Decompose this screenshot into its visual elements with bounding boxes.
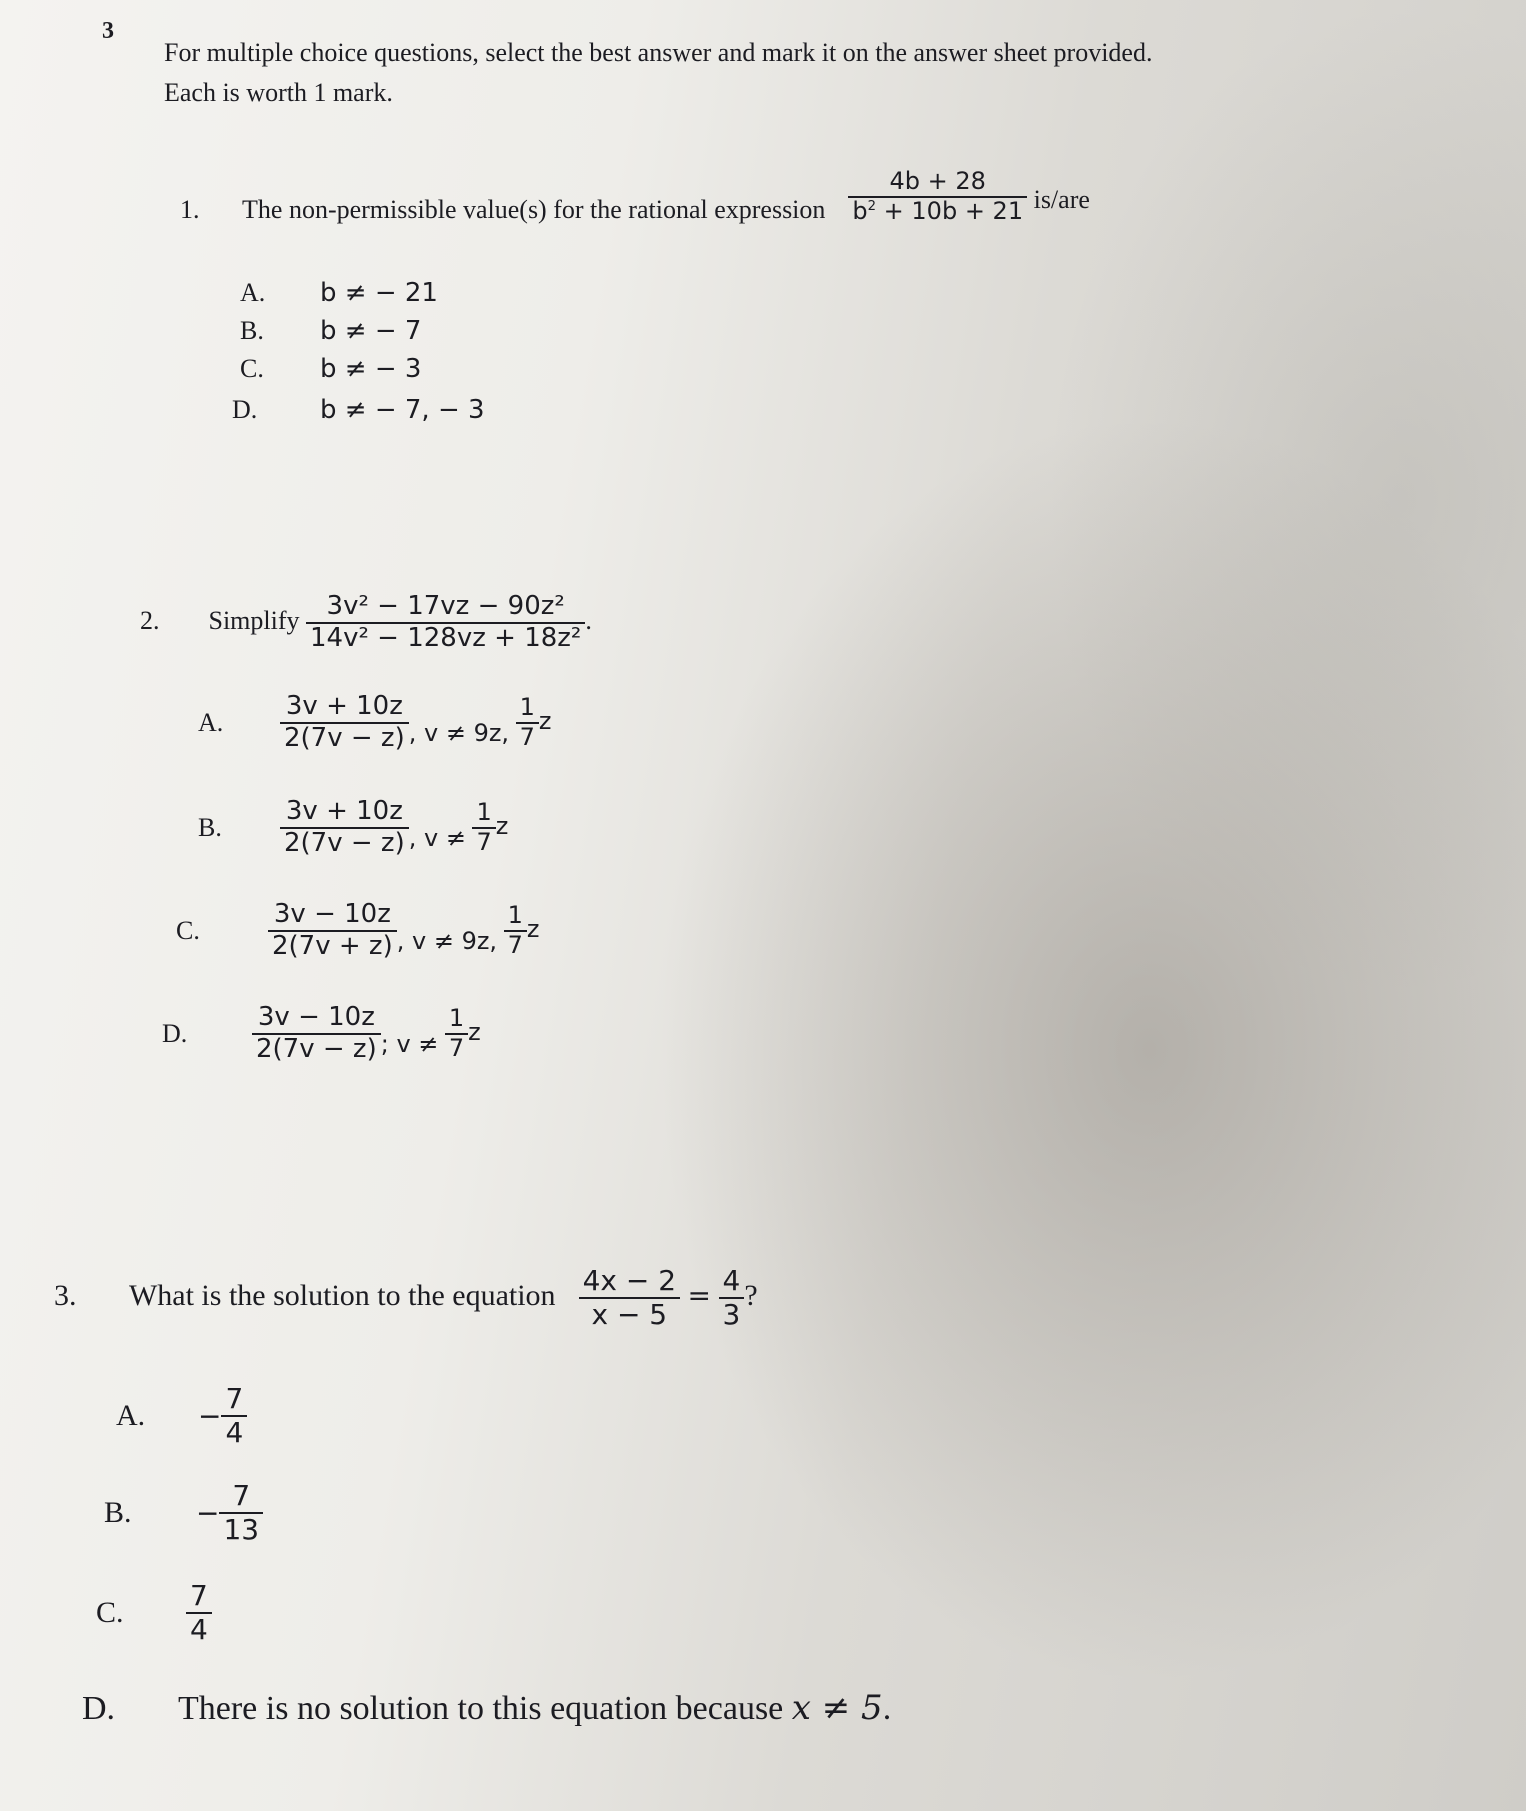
q1-option-c-label: C. [240,354,264,383]
q2-option-c-label: C. [176,915,200,945]
q3-option-b[interactable]: B. − $\frac{7}{13}$ [104,1480,263,1546]
instructions-line1: For multiple choice questions, select the best answer and mark it on the answer sheet provided. [164,38,1153,67]
q3-option-d-text: There is no solution to this equation because [178,1690,784,1727]
question-3-text: What is the solution to the equation [128,1279,556,1313]
q1-option-b-value: b ≠ − 7 [320,316,422,346]
question-3-equals: = [687,1279,711,1313]
q3-option-d[interactable] [82,1688,891,1728]
question-2-text: Simplify [208,605,300,635]
page-number: 3 [102,18,114,44]
q3-option-d-end: . [882,1690,892,1727]
question-3-rhs: $\frac{4}{3}$ [719,1265,745,1331]
question-1 [180,167,1090,226]
q2-option-c-restriction: $\frac{1}{7}$ [504,902,527,959]
question-3-number: 3. [54,1279,77,1313]
question-3 [54,1265,758,1331]
q1-option-b-label: B. [240,316,264,345]
question-2-period: . [585,605,592,635]
q1-option-d-label: D. [232,395,258,424]
q1-option-c-value: b ≠ − 3 [320,354,422,384]
q2-option-a-restriction: $\frac{1}{7}$ [516,694,539,751]
q3-option-c-label: C. [96,1596,124,1630]
q2-option-d-restriction: $\frac{1}{7}$ [445,1005,468,1062]
q2-option-b-fraction: $\frac{3v + 10z}{2(7v - z)}$ [280,797,409,859]
q3-option-a[interactable]: A. − $\frac{7}{4}$ [116,1383,247,1449]
q3-option-d-math: x ≠ 5 [791,1688,883,1728]
question-1-numerator: 4b + 28 [889,167,986,196]
question-2-numerator: 3v² − 17vz − 90z² [326,591,565,621]
question-3-qmark: ? [744,1279,758,1313]
q2-option-b[interactable]: B. $\frac{3v + 10z}{2(7v - z)}$ , v ≠ $\frac{1}{7}$ z [198,796,509,858]
q2-option-d[interactable]: D. $\frac{3v - 10z}{2(7v - z)}$ ; v ≠ $\frac{1}{7}$ z [162,1002,481,1064]
question-1-expression [848,168,1027,225]
question-1-suffix: is/are [1033,185,1090,214]
question-1-number: 1. [180,195,200,224]
q2-option-b-label: B. [198,812,222,842]
question-2 [140,592,592,654]
q2-option-a-label: A. [198,707,224,737]
question-2-denominator: 14v² − 128vz + 18z² [306,622,585,654]
q2-option-a-fraction: $\frac{3v + 10z}{2(7v - z)}$ [280,692,409,754]
q3-option-b-fraction: $\frac{7}{13}$ [219,1480,263,1546]
q3-option-b-label: B. [104,1496,132,1530]
q3-option-c[interactable] [96,1580,212,1646]
q1-option-a[interactable] [240,278,438,308]
q3-option-a-fraction: $\frac{7}{4}$ [221,1383,247,1449]
q2-option-c-fraction: $\frac{3v - 10z}{2(7v + z)}$ [268,900,397,962]
q1-option-b[interactable] [240,316,421,346]
question-1-denominator: $b^2 + 10b + 21$ [848,196,1027,226]
q2-option-d-label: D. [162,1018,188,1048]
q3-option-a-label: A. [116,1399,146,1433]
q1-option-a-label: A. [240,278,266,307]
q1-option-a-value: b ≠ − 21 [320,278,438,308]
q2-option-c[interactable]: C. $\frac{3v - 10z}{2(7v + z)}$ , v ≠ 9z, $\frac{1}{7}$ z [176,899,540,961]
q1-option-c[interactable] [240,354,421,384]
question-2-expression [306,592,585,654]
question-2-number: 2. [140,605,160,635]
question-1-text: The non-permissible value(s) for the rational expression [242,195,826,224]
question-3-lhs: $\frac{4x - 2}{x - 5}$ [579,1265,680,1331]
q1-option-d-value: b ≠ − 7, − 3 [320,395,485,425]
q2-option-a[interactable]: A. $\frac{3v + 10z}{2(7v - z)}$ , v ≠ 9z, $\frac{1}{7}$ z [198,691,552,753]
q2-option-b-restriction: $\frac{1}{7}$ [472,799,495,856]
instructions-line2: Each is worth 1 mark. [164,78,393,107]
q1-option-d[interactable] [232,395,485,425]
q3-option-c-fraction: $\frac{7}{4}$ [186,1580,212,1646]
q2-option-d-fraction: $\frac{3v - 10z}{2(7v - z)}$ [252,1003,381,1065]
q3-option-d-label: D. [82,1690,116,1727]
